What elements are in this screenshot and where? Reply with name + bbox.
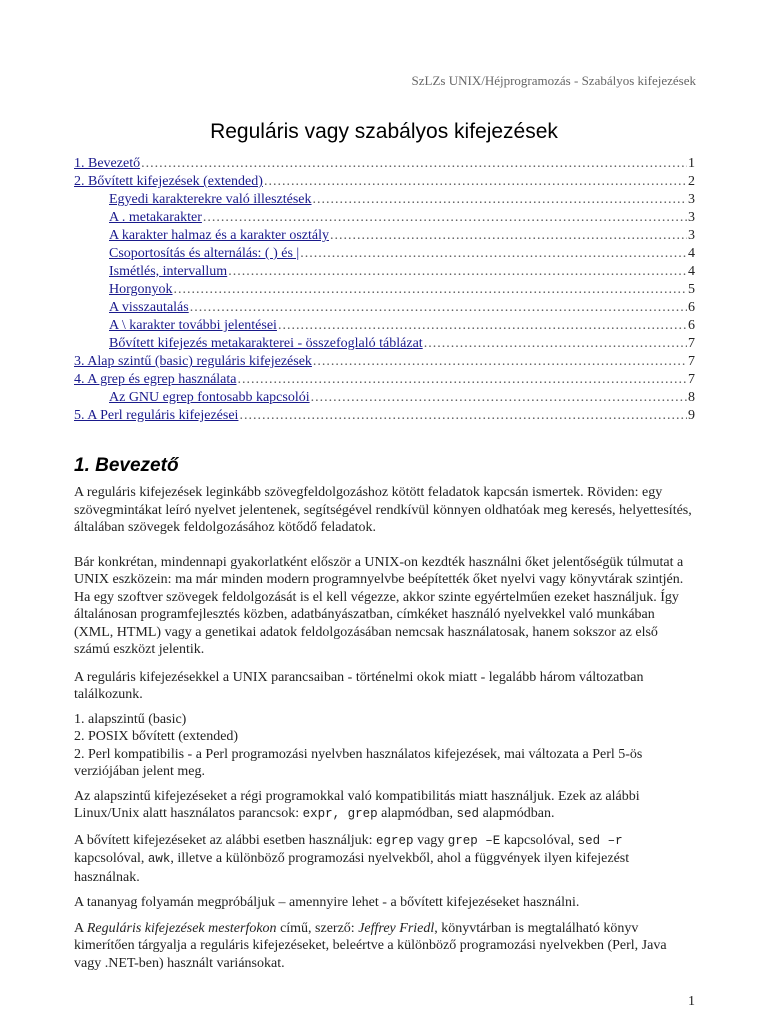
text-run: alapmódban. <box>479 806 555 821</box>
toc-item-page: 8 <box>688 390 695 405</box>
code-inline: expr, grep <box>302 807 378 821</box>
text-run: című, szerző: <box>276 920 359 936</box>
text-run: , illetve a különböző programozási nyelvekből, ahol a függvények ilyen kifejezést használnak. <box>74 851 630 885</box>
toc-item[interactable] <box>74 371 695 389</box>
toc-item[interactable] <box>74 155 695 173</box>
toc-item-label[interactable]: Ismétlés, intervallum <box>109 264 228 279</box>
toc-item[interactable] <box>74 389 695 407</box>
toc-item[interactable] <box>74 209 695 227</box>
toc-leader <box>313 353 687 371</box>
toc-item[interactable] <box>74 263 695 281</box>
text-run: , könyvtárban is megtalálható könyv kimerítően tárgyalja a reguláris kifejezéseket, beleértve a különböző programozási nyelvekben (Perl, Java vagy .NET-ben) használt variánsokat. <box>74 920 667 971</box>
toc-leader <box>278 317 687 335</box>
text-run: A <box>74 920 87 936</box>
toc-item-page: 3 <box>688 228 695 243</box>
toc-item-page: 2 <box>688 174 695 189</box>
section-heading: 1. Bevezető <box>74 455 179 476</box>
toc-item-page: 5 <box>688 282 695 297</box>
toc-item-label[interactable]: A visszautalás <box>109 300 189 315</box>
toc-item-label[interactable]: 1. Bevezető <box>74 156 141 171</box>
toc-leader <box>141 155 687 173</box>
toc-item[interactable] <box>74 299 695 317</box>
toc-item-page: 3 <box>688 210 695 225</box>
list-item: 2. POSIX bővített (extended) <box>74 729 239 744</box>
toc-item-label[interactable]: A \ karakter további jelentései <box>109 318 277 333</box>
paragraph <box>74 832 696 887</box>
toc-item-page: 3 <box>688 192 695 207</box>
code-inline: awk <box>147 852 171 866</box>
toc-leader <box>424 335 687 353</box>
paragraph <box>74 788 696 824</box>
toc-item-label[interactable]: 2. Bővített kifejezések (extended) <box>74 174 263 189</box>
toc-item-page: 7 <box>688 336 695 351</box>
toc-item-page: 1 <box>688 156 695 171</box>
document-title: Reguláris vagy szabályos kifejezések <box>210 120 558 143</box>
toc-item-label[interactable]: 3. Alap szintű (basic) reguláris kifejezések <box>74 354 312 369</box>
paragraph: A reguláris kifejezésekkel a UNIX parancsaiban - történelmi okok miatt - legalább három változatban találkozunk. <box>74 669 644 702</box>
text-run: Az alapszintű kifejezéseket a régi programokkal való kompatibilitás miatt használjuk. Ezek az alábbi Linux/Unix alatt használatos parancsok: <box>74 788 640 821</box>
toc-leader <box>190 299 687 317</box>
toc-item-page: 4 <box>688 246 695 261</box>
toc-leader <box>313 191 687 209</box>
toc-item[interactable] <box>74 245 695 263</box>
code-inline: sed –r <box>577 833 623 848</box>
toc-item-page: 6 <box>688 300 695 315</box>
toc-item-page: 7 <box>688 372 695 387</box>
variant-list <box>74 711 696 781</box>
toc-item-label[interactable]: 4. A grep és egrep használata <box>74 372 237 387</box>
code-inline: egrep <box>376 833 414 848</box>
page-number: 1 <box>688 994 695 1009</box>
toc-item-label[interactable]: 5. A Perl reguláris kifejezései <box>74 408 239 423</box>
toc-item[interactable] <box>74 281 695 299</box>
toc-item-page: 6 <box>688 318 695 333</box>
toc-item-label[interactable]: Horgonyok <box>109 282 173 297</box>
toc-leader <box>174 281 687 299</box>
toc-item-label[interactable]: Egyedi karakterekre való illesztések <box>109 192 312 207</box>
text-run: kapcsolóval, <box>74 851 148 866</box>
toc-item-label[interactable]: Bővített kifejezés metakarakterei - összefoglaló táblázat <box>109 336 423 351</box>
toc-leader <box>239 407 687 425</box>
code-inline: sed <box>456 807 480 821</box>
toc-leader <box>238 371 688 389</box>
text-run: kapcsolóval, <box>500 832 578 848</box>
toc-item-page: 4 <box>688 264 695 279</box>
toc-item-label[interactable]: A karakter halmaz és a karakter osztály <box>109 228 330 243</box>
toc-leader <box>228 263 687 281</box>
toc-item-page: 7 <box>688 354 695 369</box>
toc-leader <box>330 227 687 245</box>
list-item: 2. Perl kompatibilis - a Perl programozási nyelvben használatos kifejezések, mai változata a Perl 5-ös verziójában jelent meg. <box>74 746 643 779</box>
toc-item[interactable] <box>74 173 695 191</box>
author-name: Jeffrey Friedl <box>358 920 435 936</box>
paragraph: A tananyag folyamán megpróbáljuk – amennyire lehet - a bővített kifejezéseket használni. <box>74 895 580 910</box>
running-header: SzLZs UNIX/Héjprogramozás - Szabályos kifejezések <box>411 73 696 88</box>
text-run: alapmódban, <box>377 806 457 821</box>
paragraph: A reguláris kifejezések leginkább szövegfeldolgozáshoz kötött feladatok kapcsán ismertek. Röviden: egy szövegmintákat leíró nyelvet jelentenek, segítségével rendkívül könnyen oldhatóak meg keresés, helyettesítés, általában szövegek feldolgozásához kötődő feladatok. <box>74 485 692 535</box>
toc-item-page: 9 <box>688 408 695 423</box>
toc-item[interactable] <box>74 191 695 209</box>
text-run: A bővített kifejezéseket az alábbi esetben használjuk: <box>74 832 377 848</box>
text-run: vagy <box>413 832 448 848</box>
list-item: 1. alapszintű (basic) <box>74 711 187 727</box>
toc-leader <box>264 173 687 191</box>
paragraph: Bár konkrétan, mindennapi gyakorlatként először a UNIX-on kezdték használni őket jelentőségük túlmutat a UNIX eszközein: ma már minden modern programnyelvbe beépítették őket nyelvi vagy könyvtárak szintjén. Ha egy szoftver szövegek feldolgozását is el kell végezze, akkor szinte egyértelműen ezeket használjuk. Így általánosan programfejlesztés közben, adatbányászatban, címkéket használó nyelvekkel való munkában (XML, HTML) vagy a genetikai adatok feldolgozásában nemcsak használatosak, hanem sokszor az első számú eszközt jelentik. <box>74 554 684 657</box>
toc-item[interactable] <box>74 407 695 425</box>
toc-item-label[interactable]: A . metakarakter <box>109 210 202 225</box>
section-body <box>74 484 696 972</box>
code-inline: grep –E <box>447 833 501 848</box>
paragraph <box>74 920 696 973</box>
table-of-contents <box>74 155 695 425</box>
toc-item-label[interactable]: Csoportosítás és alternálás: ( ) és | <box>109 246 300 261</box>
toc-item[interactable] <box>74 317 695 335</box>
toc-leader <box>311 389 687 407</box>
toc-item[interactable] <box>74 353 695 371</box>
toc-leader <box>300 245 687 263</box>
toc-leader <box>203 209 687 227</box>
toc-item-label[interactable]: Az GNU egrep fontosabb kapcsolói <box>109 390 310 405</box>
toc-item[interactable] <box>74 227 695 245</box>
toc-item[interactable] <box>74 335 695 353</box>
book-title: Reguláris kifejezések mesterfokon <box>86 920 277 936</box>
